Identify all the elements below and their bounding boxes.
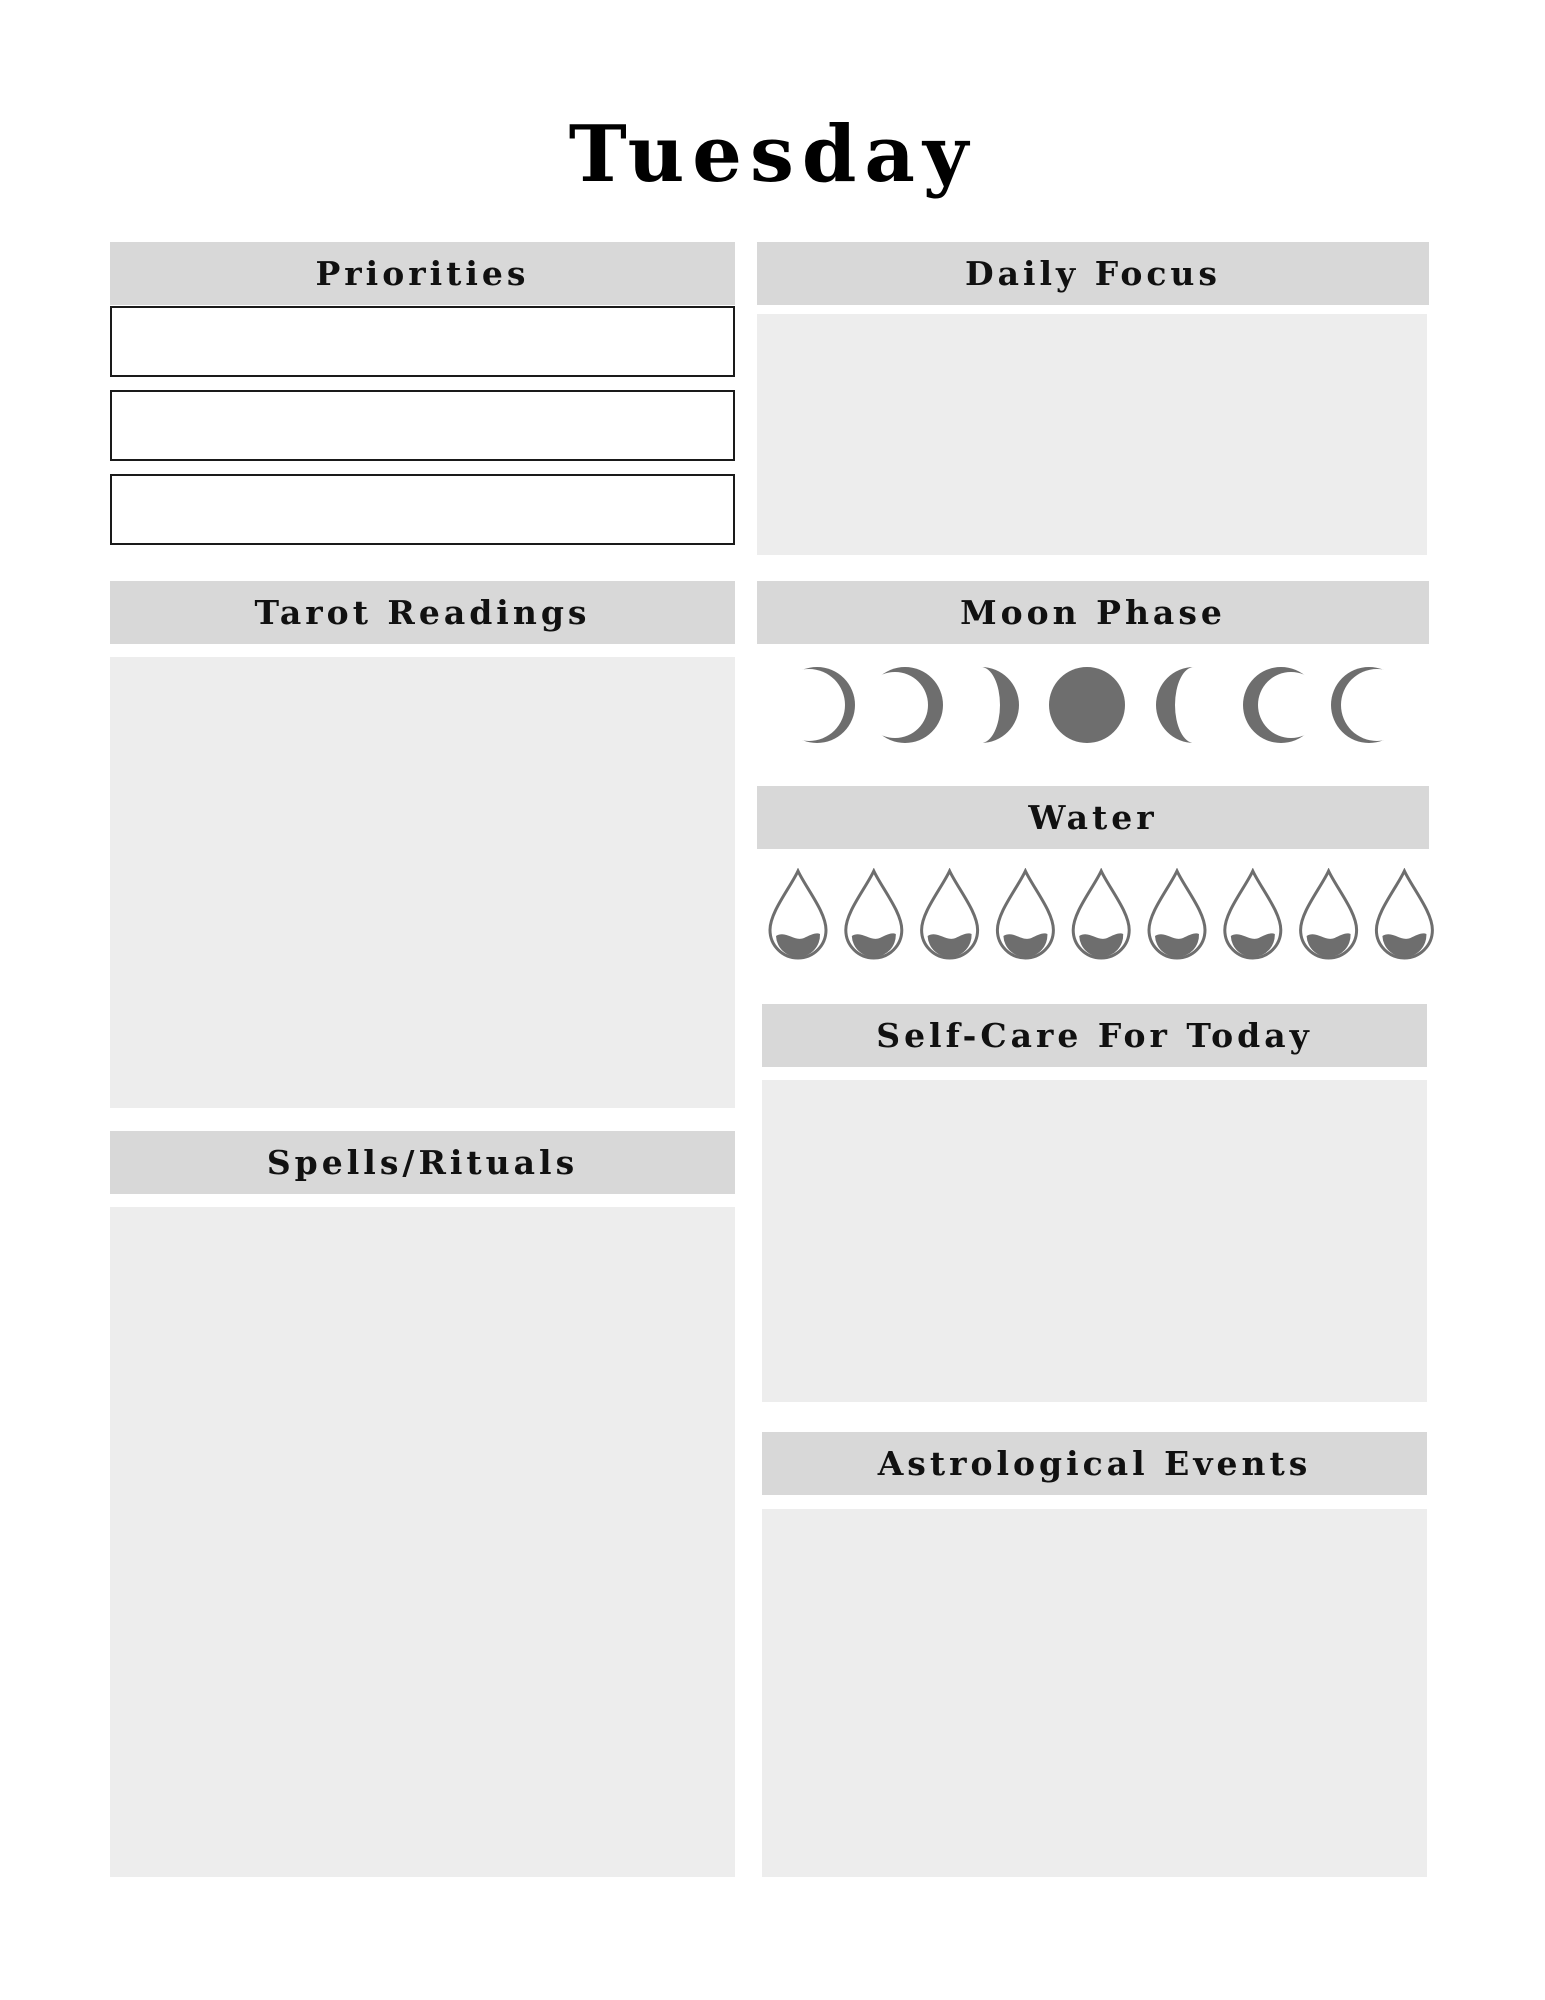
self-care-header: Self-Care For Today	[762, 1004, 1427, 1067]
water-drop-icon[interactable]	[1376, 871, 1432, 958]
water-drop-icon[interactable]	[997, 871, 1053, 958]
page-title: Tuesday	[568, 109, 977, 200]
priorities-header: Priorities	[110, 242, 735, 305]
astrological-events-area[interactable]	[762, 1509, 1427, 1877]
priority-field-1[interactable]	[110, 306, 735, 377]
moon-phase-icons	[757, 655, 1429, 755]
water-drop-icon[interactable]	[922, 871, 978, 958]
last-quarter-icon	[1156, 667, 1194, 743]
astrological-events-header: Astrological Events	[762, 1432, 1427, 1495]
priority-field-3[interactable]	[110, 474, 735, 545]
waning-crescent-icon	[1243, 667, 1319, 743]
spells-rituals-area[interactable]	[110, 1207, 735, 1877]
water-header: Water	[757, 786, 1429, 849]
daily-focus-header: Daily Focus	[757, 242, 1429, 305]
waning-crescent-icon	[1331, 667, 1407, 743]
water-drop-icon[interactable]	[846, 871, 902, 958]
water-drop-icon[interactable]	[1225, 871, 1281, 958]
moon-phase-row	[757, 655, 1429, 755]
moon-phase-header: Moon Phase	[757, 581, 1429, 644]
water-drop-icon[interactable]	[1073, 871, 1129, 958]
water-drop-icon[interactable]	[770, 871, 826, 958]
water-drop-icon[interactable]	[1149, 871, 1205, 958]
water-drops-row	[766, 868, 1438, 968]
waxing-crescent-icon	[867, 667, 943, 743]
full-moon-icon	[1049, 667, 1125, 743]
water-drop-icon[interactable]	[1301, 871, 1357, 958]
water-drops	[766, 868, 1438, 968]
tarot-readings-header: Tarot Readings	[110, 581, 735, 644]
daily-focus-area[interactable]	[757, 314, 1427, 555]
waxing-crescent-icon	[779, 667, 855, 743]
first-quarter-icon	[981, 667, 1019, 743]
spells-rituals-header: Spells/Rituals	[110, 1131, 735, 1194]
priority-field-2[interactable]	[110, 390, 735, 461]
self-care-area[interactable]	[762, 1080, 1427, 1402]
tarot-readings-area[interactable]	[110, 657, 735, 1108]
